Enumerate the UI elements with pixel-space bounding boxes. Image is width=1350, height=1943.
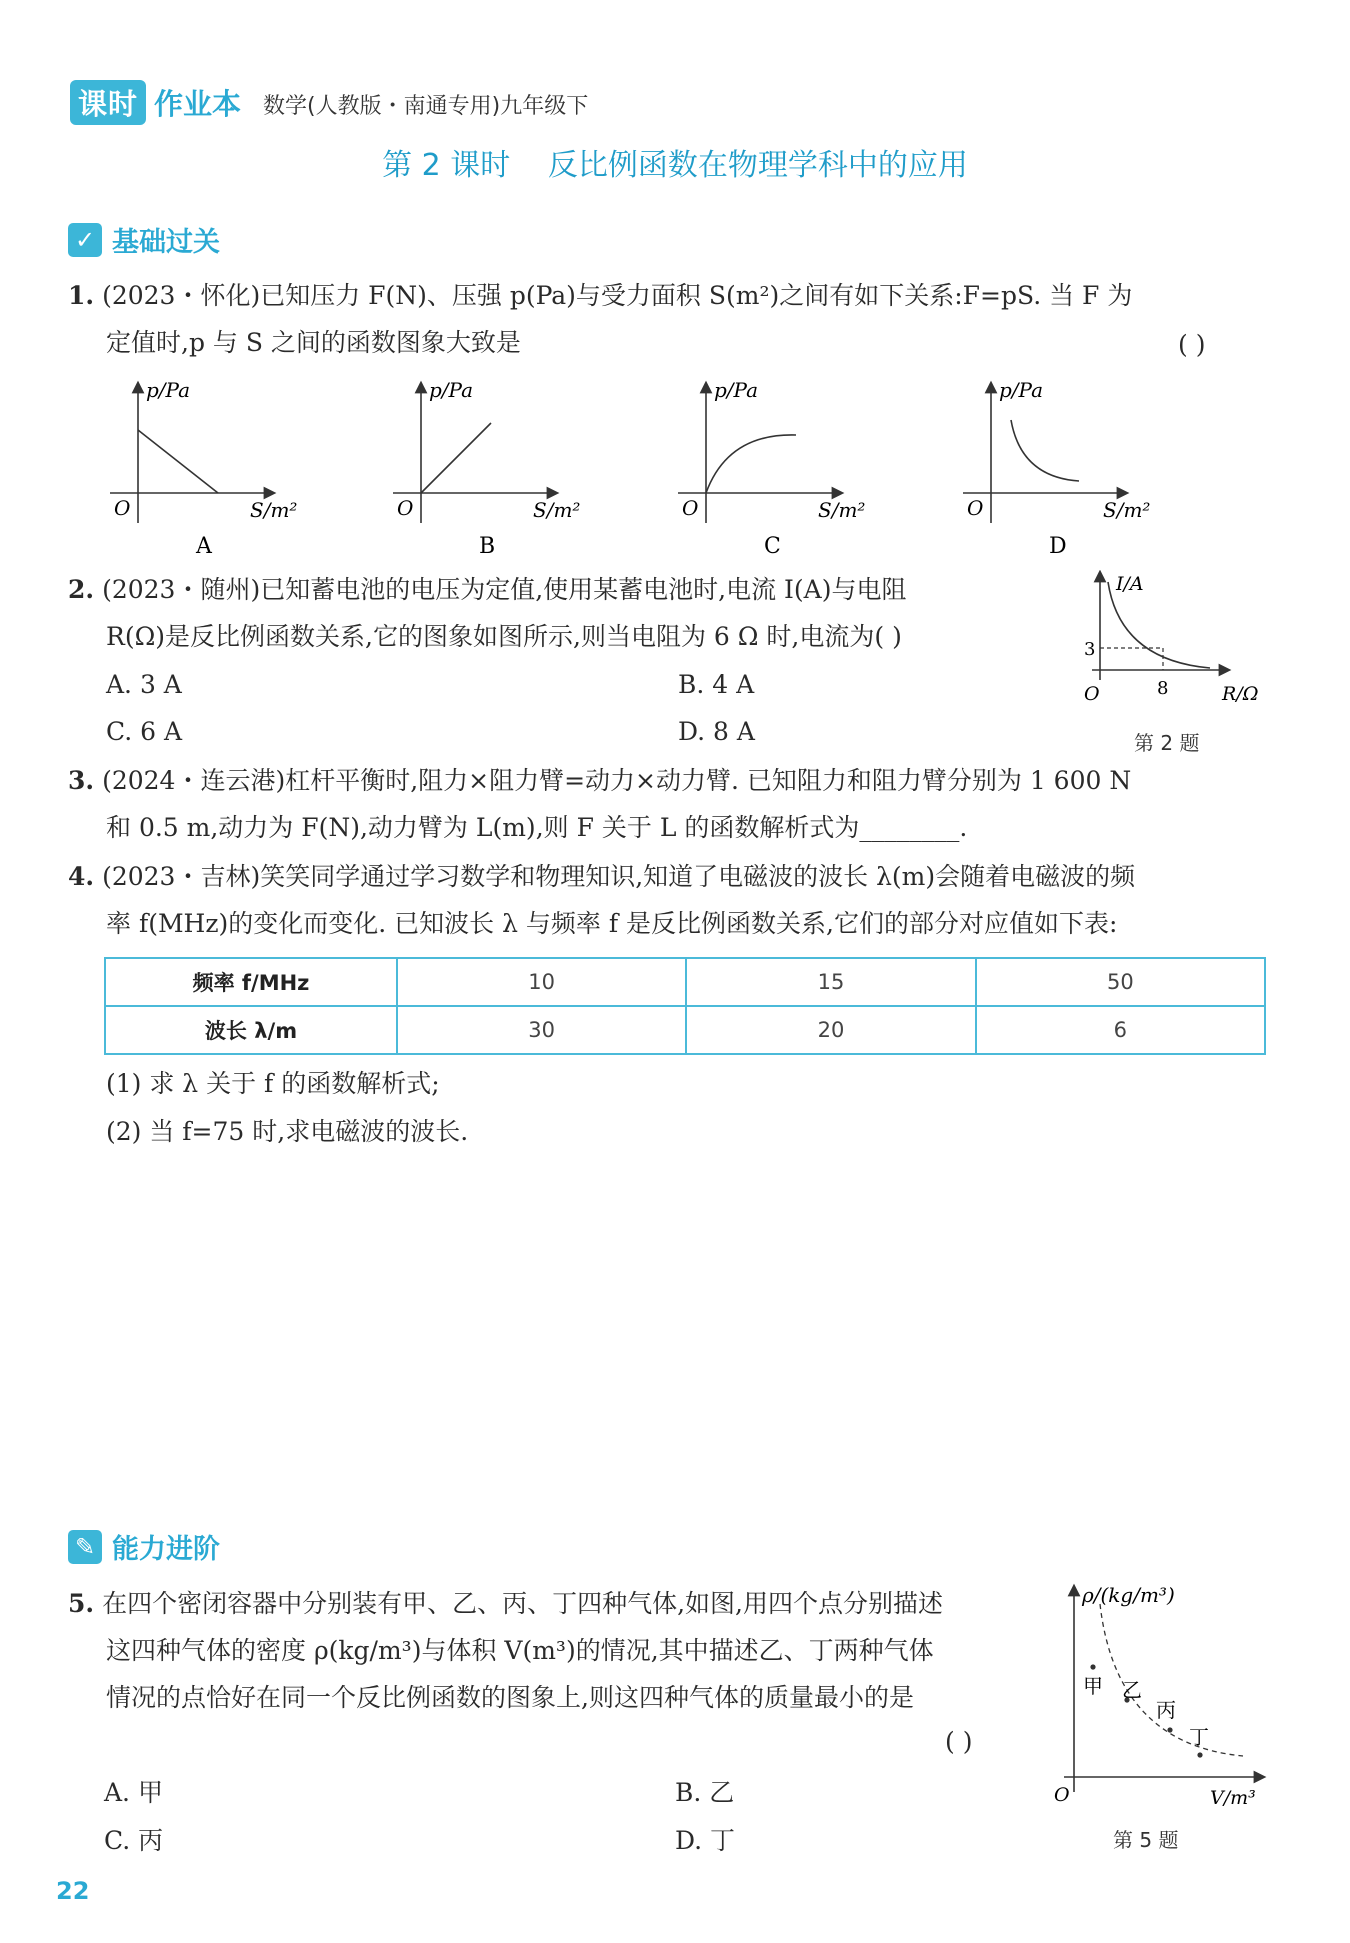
lesson-name: 反比例函数在物理学科中的应用: [547, 148, 968, 183]
page-number: 22: [56, 1877, 90, 1905]
q2-line2: R(Ω)是反比例函数关系,它的图象如图所示,则当电阻为 6 Ω 时,电流为( ): [106, 622, 902, 651]
q5-figure: [1038, 1582, 1278, 1807]
point-jia: [1090, 1664, 1095, 1669]
table-cell: 6: [976, 1006, 1265, 1054]
answer-area[interactable]: [68, 1160, 1268, 1510]
q4-line1: (2023・吉林)笑笑同学通过学习数学和物理知识,知道了电磁波的波长 λ(m)会随着电磁波的频: [102, 862, 1136, 891]
q2-xlabel: R/Ω: [1222, 683, 1259, 705]
graph-b[interactable]: [393, 378, 580, 559]
q2-origin: O: [1084, 683, 1100, 705]
answer-blank[interactable]: ( ): [1178, 330, 1206, 359]
table-header-frequency: 频率 f/MHz: [105, 958, 397, 1006]
table-header-wavelength: 波长 λ/m: [105, 1006, 397, 1054]
q4-line2: 率 f(MHz)的变化而变化. 已知波长 λ 与频率 f 是反比例函数关系,它们的部分对应值如下表:: [106, 909, 1118, 938]
q2-xtick: 8: [1157, 678, 1169, 699]
q1-line2: 定值时,p 与 S 之间的函数图象大致是: [106, 328, 521, 357]
q5-xlabel: V/m³: [1210, 1787, 1256, 1807]
lesson-title: [0, 140, 1350, 184]
table-row: [105, 958, 1265, 1006]
question-number: 2.: [68, 575, 95, 604]
graph-a-ylabel: p/Pa: [146, 378, 191, 402]
q1-line1: (2023・怀化)已知压力 F(N)、压强 p(Pa)与受力面积 S(m²)之间有如下关系:F=pS. 当 F 为: [102, 281, 1133, 310]
table-row: [105, 1006, 1265, 1054]
q2-caption: 第 2 题: [1134, 731, 1200, 755]
table-cell: 50: [976, 958, 1265, 1006]
q2-option-d[interactable]: D. 8 A: [678, 717, 755, 746]
lesson-number: 第 2 课时: [382, 148, 511, 183]
graph-a[interactable]: [110, 378, 297, 559]
q5-point-label-bing: 丙: [1156, 1698, 1176, 1722]
point-ding: [1197, 1752, 1202, 1757]
table-cell: 10: [397, 958, 686, 1006]
section-basic: [68, 220, 220, 259]
question-number: 3.: [68, 766, 95, 795]
q5-option-b[interactable]: B. 乙: [675, 1778, 735, 1807]
q5-point-label-yi: 乙: [1122, 1678, 1142, 1702]
question-number: 4.: [68, 862, 95, 891]
q2-line1: (2023・随州)已知蓄电池的电压为定值,使用某蓄电池时,电流 I(A)与电阻: [102, 575, 907, 604]
header: [70, 80, 588, 125]
question-5: [68, 1580, 1048, 1721]
q5-option-c[interactable]: C. 丙: [104, 1826, 164, 1855]
question-4: [68, 853, 1278, 947]
graph-c-label: C: [764, 534, 781, 559]
graph-b-xlabel: S/m²: [533, 498, 581, 522]
q5-point-label-ding: 丁: [1189, 1725, 1209, 1749]
q5-origin: O: [1054, 1784, 1070, 1806]
graph-d-origin: O: [967, 496, 984, 520]
q1-graphs: [100, 375, 1270, 565]
q5-option-d[interactable]: D. 丁: [675, 1826, 736, 1855]
table-cell: 20: [686, 1006, 975, 1054]
q4-sub2: (2) 当 f=75 时,求电磁波的波长.: [106, 1117, 469, 1146]
graph-d-label: D: [1049, 534, 1067, 559]
question-1: [68, 272, 1268, 366]
q3-line2: 和 0.5 m,动力为 F(N),动力臂为 L(m),则 F 关于 L 的函数解析式为________.: [106, 813, 968, 842]
graph-b-label: B: [479, 534, 496, 559]
brand-logo: 课时: [70, 80, 146, 125]
graph-a-label: A: [196, 534, 212, 559]
q2-option-c[interactable]: C. 6 A: [106, 717, 183, 746]
q5-ylabel: ρ/(kg/m³): [1082, 1583, 1175, 1607]
question-number: 5.: [68, 1589, 95, 1618]
answer-blank[interactable]: ( ): [945, 1727, 973, 1756]
q2-option-a[interactable]: A. 3 A: [106, 670, 182, 699]
table-cell: 30: [397, 1006, 686, 1054]
brand-logo-sub: 作业本: [154, 87, 242, 121]
q5-caption: 第 5 题: [1113, 1828, 1179, 1852]
q5-line3: 情况的点恰好在同一个反比例函数的图象上,则这四种气体的质量最小的是: [106, 1683, 914, 1712]
question-2: [68, 566, 1068, 660]
q5-option-a[interactable]: A. 甲: [104, 1778, 163, 1807]
frequency-table: [104, 957, 1266, 1055]
section-advanced: [68, 1527, 220, 1566]
pencil-icon: ✎: [68, 1530, 102, 1564]
graph-c-origin: O: [682, 496, 699, 520]
graph-b-origin: O: [397, 496, 414, 520]
graph-c-ylabel: p/Pa: [714, 378, 759, 402]
q4-sub1: (1) 求 λ 关于 f 的函数解析式;: [106, 1069, 440, 1098]
q2-ytick: 3: [1084, 639, 1096, 660]
q2-ylabel: I/A: [1116, 573, 1144, 595]
book-title: 数学(人教版・南通专用)九年级下: [263, 94, 589, 119]
question-3: [68, 757, 1278, 851]
table-cell: 15: [686, 958, 975, 1006]
graph-d-xlabel: S/m²: [1103, 498, 1151, 522]
q3-line1: (2024・连云港)杠杆平衡时,阻力×阻力臂=动力×动力臂. 已知阻力和阻力臂分别为 1 600 N: [102, 766, 1132, 795]
section-advanced-title: 能力进阶: [112, 1534, 220, 1565]
graph-a-origin: O: [114, 496, 131, 520]
checkbox-icon: ✓: [68, 223, 102, 257]
graph-c-xlabel: S/m²: [818, 498, 866, 522]
graph-a-xlabel: S/m²: [250, 498, 298, 522]
section-basic-title: 基础过关: [112, 227, 220, 258]
graph-c[interactable]: [678, 378, 865, 559]
graph-b-ylabel: p/Pa: [429, 378, 474, 402]
graph-d[interactable]: [963, 378, 1150, 559]
q5-point-label-jia: 甲: [1083, 1674, 1103, 1698]
q2-figure: [1070, 570, 1270, 720]
question-number: 1.: [68, 281, 95, 310]
q2-option-b[interactable]: B. 4 A: [678, 670, 755, 699]
graph-d-ylabel: p/Pa: [999, 378, 1044, 402]
point-bing: [1167, 1727, 1172, 1732]
q5-line2: 这四种气体的密度 ρ(kg/m³)与体积 V(m³)的情况,其中描述乙、丁两种气体: [106, 1636, 934, 1665]
q5-line1: 在四个密闭容器中分别装有甲、乙、丙、丁四种气体,如图,用四个点分别描述: [102, 1589, 943, 1618]
